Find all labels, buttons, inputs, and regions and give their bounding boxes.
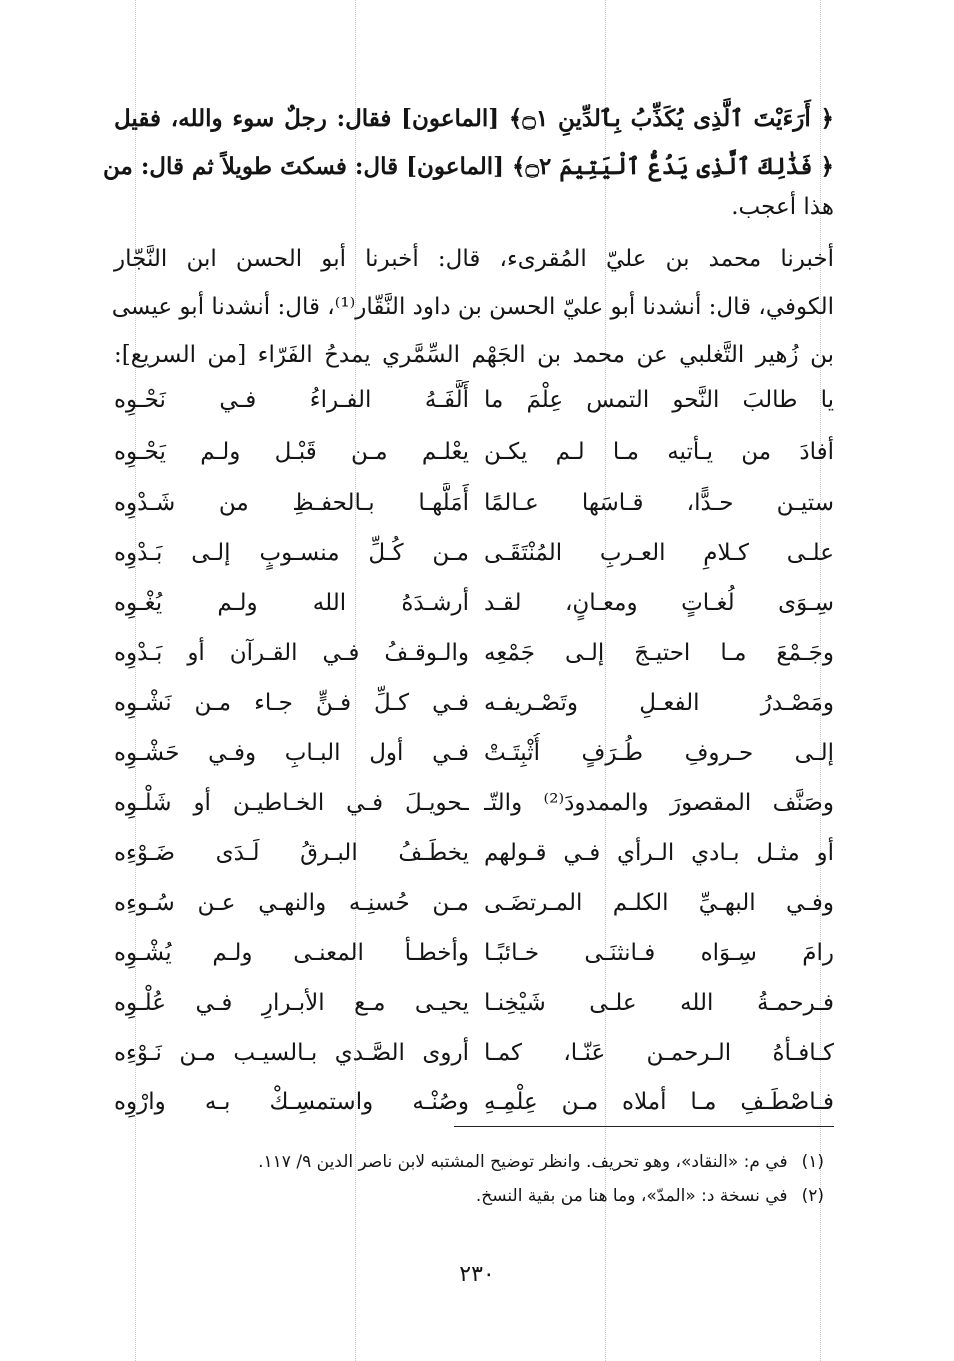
verse-second-hemistich: مـن كُـلِّ منسـوبٍ إلـى بَـدْوِه bbox=[114, 540, 469, 566]
verse-first-hemistich: ستيـن حـدًّا، قـاسَها عـالمًا bbox=[484, 490, 834, 516]
verse-first-hemistich: علـى كـلامِ العـربِ المُنْتَقَـى bbox=[484, 540, 834, 566]
page-number: ٢٣٠ bbox=[459, 1262, 495, 1287]
verse-second-hemistich: فـي كـلِّ فـنٍّ جـاء مـن نَشْـوِه bbox=[114, 690, 469, 716]
verse-second-hemistich: أرشـدَهُ الله ولـم يُغْـوِه bbox=[114, 590, 469, 616]
verse bbox=[114, 1033, 834, 1073]
verse-second-hemistich: أَمَلَّهـا بـالحفـظِ من شَـدْوِه bbox=[114, 490, 469, 516]
footnote-number: (١) bbox=[801, 1152, 824, 1172]
narration-line: بن زُهير التَّغلبي عن محمد بن الجَهْم السِّمَّري يمدحُ الفَرّاء [من السريع]: bbox=[114, 342, 834, 368]
verse-second-hemistich: أَلَّفَـهُ الفـراءُ فـي نَحْـوِه bbox=[114, 387, 469, 413]
verse-first-hemistich: رامَ سِـوَاه فـانثنَـى خـائبًـا bbox=[484, 940, 834, 966]
verse-first-hemistich: وجَـمْعَ مـا احتيـجَ إلـى جَمْعِه bbox=[484, 640, 834, 666]
verse bbox=[114, 833, 834, 873]
verse-second-hemistich: يعْلـم مـن قَبْـل ولـم يَحْـوِه bbox=[114, 439, 469, 465]
verse-first-hemistich: أو مثـل بـادي الـرأي فـي قـولهم bbox=[484, 840, 834, 866]
verse-first-hemistich: فـاصْطَـفِ مـا أملاه مـن عِلْمِـهِ bbox=[484, 1089, 834, 1115]
verse bbox=[114, 733, 834, 773]
verse bbox=[114, 583, 834, 623]
verse-first-hemistich: إلـى حـروفِ طُـرَفٍ أُثْبِتَـتْ bbox=[484, 740, 834, 766]
verse bbox=[114, 883, 834, 923]
verse bbox=[114, 1082, 834, 1122]
verse bbox=[114, 483, 834, 523]
verse-second-hemistich: والـوقـفُ فـي القـرآن أو بَـدْوِه bbox=[114, 640, 469, 666]
verse-second-hemistich: أروى الصَّـدي بـالسيـب مـن نَـوْءِه bbox=[114, 1040, 469, 1066]
footnote-number: (٢) bbox=[801, 1186, 824, 1206]
verse-second-hemistich: مـن حُسنِـه والنهـي عـن سُـوءِه bbox=[114, 890, 469, 916]
verse-first-hemistich: سِـوَى لُغـاتٍ ومعـانٍ، لقـد bbox=[484, 590, 834, 616]
verse-second-hemistich: يحيـى مـع الأبـرارِ فـي عُلْـوِه bbox=[114, 990, 469, 1016]
narration-line: أخبرنا محمد بن عليّ المُقرىء، قال: أخبرنا أبو الحسن ابن النَّجّار bbox=[114, 246, 834, 272]
verse-first-hemistich: وصَنَّف المقصورَ والممدودَ⁽²⁾ والتّـ bbox=[484, 790, 834, 816]
footnote-separator bbox=[454, 1126, 834, 1127]
verse bbox=[114, 933, 834, 973]
verse-first-hemistich: أفادَ من يـأتيه مـا لـم يكـن bbox=[484, 439, 834, 465]
verse bbox=[114, 380, 834, 420]
verse-second-hemistich: ـحويـلَ فـي الخـاطيـن أو شَلْـوِه bbox=[114, 790, 469, 816]
footnote bbox=[258, 1150, 824, 1174]
verse bbox=[114, 983, 834, 1023]
prose-line: هذا أعجب. bbox=[731, 194, 834, 220]
verse-first-hemistich: يا طالبَ النَّحو التمس عِلْمَ ما bbox=[484, 387, 834, 413]
verse-second-hemistich: يخطَـفُ البـرقُ لَـدَى ضَـوْءِه bbox=[114, 840, 469, 866]
narration-line: الكوفي، قال: أنشدنا أبو عليّ الحسن بن داود النَّقّار⁽¹⁾، قال: أنشدنا أبو عيسى bbox=[111, 294, 834, 320]
verse-second-hemistich: فـي أول البـابِ وفـي حَشْـوِه bbox=[114, 740, 469, 766]
footnote bbox=[476, 1184, 824, 1208]
verse bbox=[114, 633, 834, 673]
verse bbox=[114, 683, 834, 723]
verse bbox=[114, 533, 834, 573]
quran-quote-line: ﴿ فَذَٰلِكَ ٱلَّذِى يَدُعُّ ٱلْيَتِيمَ ۝٢﴾ [الماعون] قال: فسكتَ طويلاً ثم قال: من bbox=[102, 153, 834, 180]
verse-first-hemistich: وفـي البهـيِّ الكلـم المـرتضَـى bbox=[484, 890, 834, 916]
footnote-text: في م: «النقاد»، وهو تحريف. وانظر توضيح المشتبه لابن ناصر الدين ٩/ ١١٧. bbox=[258, 1152, 788, 1172]
verse-first-hemistich: ومَصْـدرُ الفعـلِ وتَصْـريفـه bbox=[484, 690, 834, 716]
verse-first-hemistich: فـرحمـةُ الله علـى شَيْخِنـا bbox=[484, 990, 834, 1016]
verse bbox=[114, 783, 834, 823]
verse-second-hemistich: وصُنْـه واستمسِـكْ بـه وارْوِه bbox=[114, 1089, 469, 1115]
verse-first-hemistich: كـافـأهُ الـرحمـن عَنّـا، كمـا bbox=[484, 1040, 834, 1066]
verse bbox=[114, 432, 834, 472]
quran-quote-line: ﴿ أَرَءَيْتَ ٱلَّذِى يُكَذِّبُ بِٱلدِّينِ ۝١﴾ [الماعون] فقال: رجلٌ سوء والله، فقيل bbox=[114, 105, 834, 132]
footnote-text: في نسخة د: «المدّ»، وما هنا من بقية النسخ. bbox=[475, 1186, 788, 1206]
verse-second-hemistich: وأخطـأ المعنـى ولـم يُشْـوِه bbox=[114, 940, 469, 966]
